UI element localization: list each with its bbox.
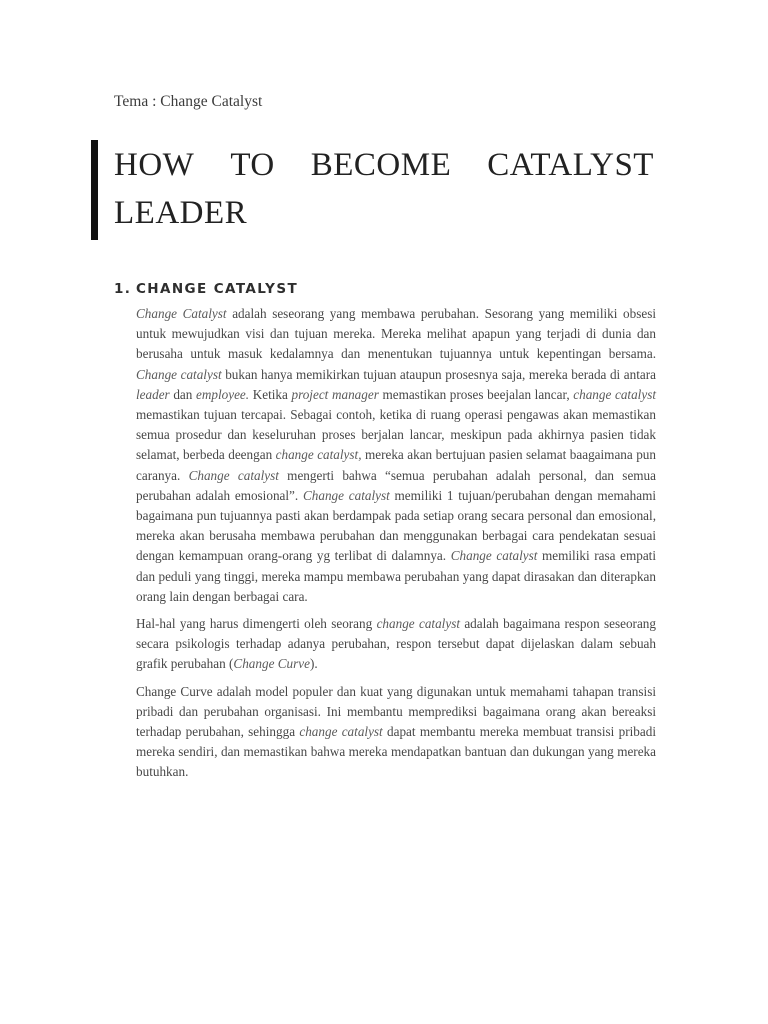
title-word: CATALYST	[487, 147, 654, 183]
text-run: ).	[309, 656, 318, 672]
text-run: mereka akan bertujuan pasien selamat baagaimana pun caranya.	[136, 447, 656, 483]
italic-term: leader	[136, 386, 170, 402]
italic-term: Change catalyst	[188, 467, 279, 483]
text-run: memiliki rasa empati dan peduli yang tinggi, mereka mampu membawa perubahan yang dapat dirasakan dan diterapkan orang lain dengan berbagai cara.	[136, 548, 657, 604]
section-number: 1.	[114, 281, 132, 297]
title-line-1	[114, 141, 654, 189]
text-run: mengerti bahwa “semua perubahan adalah personal, dan semua perubahan adalah emosional”.	[136, 467, 656, 503]
italic-term: change catalyst,	[275, 447, 362, 463]
text-run: adalah seseorang yang membawa perubahan. Sesorang yang memiliki obsesi untuk mewujudkan visi dan tujuan mereka. Mereka melihat apapun yang terjadi di dunia dan berusaha untuk masuk kedalamnya dan menentukan tujuannya untuk kepentingan bersama.	[136, 306, 656, 362]
italic-term: employee.	[195, 386, 250, 402]
section-body	[136, 304, 656, 790]
paragraph	[136, 304, 656, 607]
text-run: adalah bagaimana respon seseorang secara psikologis terhadap adanya perubahan, respon tersebut dapat dijelaskan dalam sebuah grafik perubahan (	[136, 616, 656, 672]
title-word: TO	[230, 147, 275, 183]
text-run: Hal-hal yang harus dimengerti oleh seorang	[136, 616, 377, 632]
italic-term: Change catalyst	[136, 366, 222, 382]
document-title	[114, 141, 654, 237]
text-run: memiliki 1 tujuan/perubahan dengan memahami bagaimana pun tujuannya pasti akan berdampak pada setiap orang secara personal dan emosional, mereka akan berusaha membawa perubahan dan menggunakan berbagai cara pendekatan sesuai dengan kemampuan orang-orang yg terlibat di dalamnya.	[136, 487, 657, 564]
section-heading	[114, 281, 298, 297]
text-run: bukan hanya memikirkan tujuan ataupun prosesnya saja, mereka berada di antara	[221, 366, 657, 382]
italic-term: change catalyst	[376, 616, 460, 632]
italic-term: project manager	[291, 386, 379, 402]
paragraph	[136, 682, 656, 783]
section-title: CHANGE CATALYST	[136, 281, 299, 297]
italic-term: Change Catalyst	[136, 306, 227, 321]
paragraph	[136, 614, 656, 675]
title-word: HOW	[114, 147, 195, 183]
italic-term: Change catalyst	[450, 548, 538, 564]
title-word: BECOME	[310, 147, 452, 183]
document-theme: Tema : Change Catalyst	[114, 93, 263, 110]
text-run: memastikan tujuan tercapai. Sebagai contoh, ketika di ruang operasi pengawas akan memastikan semua prosedur dan keseluruhan proses berjalan lancar, meskipun pada akhirnya pasien tidak selamat, berbeda deengan	[136, 407, 656, 463]
text-run: Change Curve adalah model populer dan kuat yang digunakan untuk memahami tahapan transisi pribadi dan perubahan organisasi. Ini membantu memprediksi bagaimana orang akan bereaksi terhadap perubahan, sehingga	[136, 683, 656, 740]
text-run: dapat membantu mereka membuat transisi pribadi mereka sendiri, dan memastikan bahwa mereka mendapatkan bantuan dan dukungan yang mereka butuhkan.	[136, 724, 656, 780]
italic-term: Change Curve	[233, 656, 310, 672]
text-run: memastikan proses beejalan lancar,	[378, 386, 574, 402]
text-run: Ketika	[249, 386, 292, 402]
italic-term: change catalyst	[299, 724, 383, 740]
title-line-2: LEADER	[114, 195, 248, 231]
text-run: dan	[169, 386, 196, 402]
italic-term: change catalyst	[573, 386, 656, 402]
italic-term: Change catalyst	[302, 487, 390, 503]
title-accent-bar	[91, 140, 98, 240]
